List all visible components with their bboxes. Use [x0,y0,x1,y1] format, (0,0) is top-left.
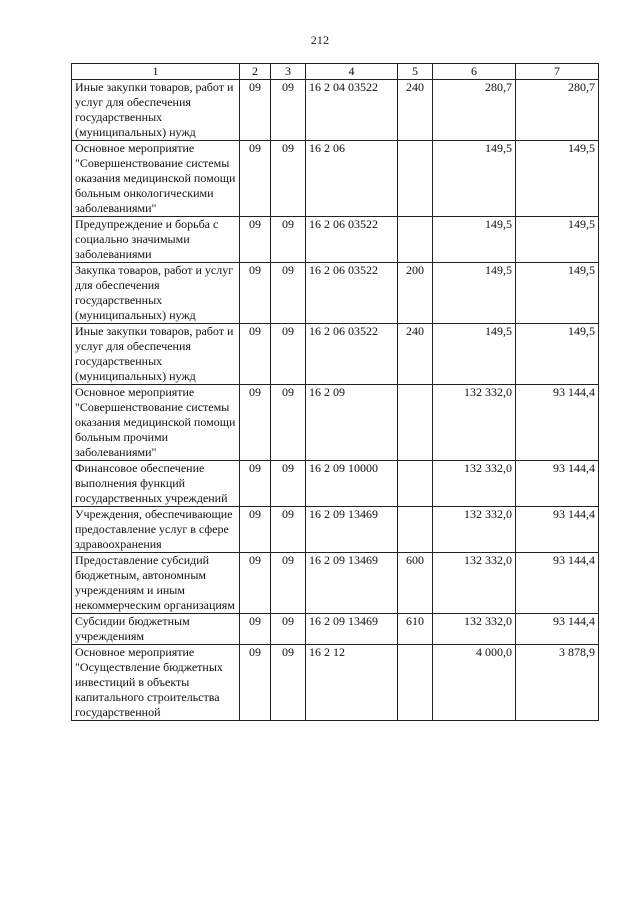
subsection-code-cell: 09 [271,553,306,614]
expense-type-cell [398,507,433,553]
section-code-cell: 09 [240,263,271,324]
amount-col7-cell: 149,5 [516,217,599,263]
amount-col7-cell: 149,5 [516,263,599,324]
row-name-cell: Иные закупки товаров, работ и услуг для обеспечения государственных (муниципальных) нужд [72,324,240,385]
expense-type-cell [398,141,433,217]
amount-col6-cell: 149,5 [433,324,516,385]
row-name-cell: Учреждения, обеспечивающие предоставление услуг в сфере здравоохранения [72,507,240,553]
table-row [72,80,599,141]
subsection-code-cell: 09 [271,217,306,263]
section-code-cell: 09 [240,324,271,385]
section-code-cell: 09 [240,553,271,614]
amount-col6-cell: 132 332,0 [433,507,516,553]
row-name-cell: Основное мероприятие "Совершенствование системы оказания медицинской помощи больным прочими заболеваниями" [72,385,240,461]
table-row [72,217,599,263]
section-code-cell: 09 [240,614,271,645]
table-row [72,263,599,324]
header-cell-7: 7 [516,64,599,80]
row-name-cell: Субсидии бюджетным учреждениям [72,614,240,645]
target-code-cell: 16 2 09 13469 [306,614,398,645]
amount-col6-cell: 132 332,0 [433,461,516,507]
amount-col6-cell: 280,7 [433,80,516,141]
header-cell-5: 5 [398,64,433,80]
target-code-cell: 16 2 09 13469 [306,553,398,614]
subsection-code-cell: 09 [271,461,306,507]
expense-type-cell [398,461,433,507]
amount-col7-cell: 149,5 [516,324,599,385]
subsection-code-cell: 09 [271,507,306,553]
table-row [72,324,599,385]
subsection-code-cell: 09 [271,645,306,721]
amount-col7-cell: 93 144,4 [516,507,599,553]
target-code-cell: 16 2 09 10000 [306,461,398,507]
expense-type-cell: 610 [398,614,433,645]
amount-col7-cell: 93 144,4 [516,385,599,461]
target-code-cell: 16 2 09 [306,385,398,461]
header-cell-3: 3 [271,64,306,80]
header-cell-1: 1 [72,64,240,80]
table-header-row [72,64,599,80]
target-code-cell: 16 2 06 [306,141,398,217]
subsection-code-cell: 09 [271,324,306,385]
expense-type-cell [398,217,433,263]
row-name-cell: Предоставление субсидий бюджетным, автономным учреждениям и иным некоммерческим организациям [72,553,240,614]
section-code-cell: 09 [240,645,271,721]
amount-col6-cell: 149,5 [433,217,516,263]
section-code-cell: 09 [240,385,271,461]
header-cell-6: 6 [433,64,516,80]
section-code-cell: 09 [240,217,271,263]
target-code-cell: 16 2 04 03522 [306,80,398,141]
table-row [72,614,599,645]
expense-type-cell [398,385,433,461]
subsection-code-cell: 09 [271,141,306,217]
header-cell-2: 2 [240,64,271,80]
row-name-cell: Финансовое обеспечение выполнения функций государственных учреждений [72,461,240,507]
amount-col6-cell: 132 332,0 [433,385,516,461]
amount-col6-cell: 149,5 [433,263,516,324]
amount-col7-cell: 93 144,4 [516,553,599,614]
amount-col6-cell: 149,5 [433,141,516,217]
expense-type-cell: 200 [398,263,433,324]
subsection-code-cell: 09 [271,80,306,141]
amount-col7-cell: 93 144,4 [516,614,599,645]
amount-col6-cell: 4 000,0 [433,645,516,721]
subsection-code-cell: 09 [271,385,306,461]
table-row [72,645,599,721]
section-code-cell: 09 [240,461,271,507]
page-number: 212 [310,33,330,47]
target-code-cell: 16 2 09 13469 [306,507,398,553]
header-cell-4: 4 [306,64,398,80]
row-name-cell: Предупреждение и борьба с социально значимыми заболеваниями [72,217,240,263]
amount-col7-cell: 280,7 [516,80,599,141]
amount-col7-cell: 149,5 [516,141,599,217]
amount-col6-cell: 132 332,0 [433,553,516,614]
expense-type-cell: 240 [398,80,433,141]
section-code-cell: 09 [240,141,271,217]
row-name-cell: Основное мероприятие "Осуществление бюджетных инвестиций в объекты капитального строительства государственной [72,645,240,721]
target-code-cell: 16 2 06 03522 [306,263,398,324]
row-name-cell: Основное мероприятие "Совершенствование системы оказания медицинской помощи больным онкологическими заболеваниями" [72,141,240,217]
amount-col7-cell: 3 878,9 [516,645,599,721]
table-row [72,553,599,614]
row-name-cell: Иные закупки товаров, работ и услуг для обеспечения государственных (муниципальных) нужд [72,80,240,141]
subsection-code-cell: 09 [271,614,306,645]
amount-col6-cell: 132 332,0 [433,614,516,645]
section-code-cell: 09 [240,507,271,553]
table-row [72,507,599,553]
amount-col7-cell: 93 144,4 [516,461,599,507]
table-row [72,141,599,217]
table-row [72,461,599,507]
budget-table [71,63,599,721]
table-row [72,385,599,461]
subsection-code-cell: 09 [271,263,306,324]
expense-type-cell [398,645,433,721]
expense-type-cell: 600 [398,553,433,614]
row-name-cell: Закупка товаров, работ и услуг для обеспечения государственных (муниципальных) нужд [72,263,240,324]
expense-type-cell: 240 [398,324,433,385]
target-code-cell: 16 2 12 [306,645,398,721]
target-code-cell: 16 2 06 03522 [306,324,398,385]
target-code-cell: 16 2 06 03522 [306,217,398,263]
section-code-cell: 09 [240,80,271,141]
